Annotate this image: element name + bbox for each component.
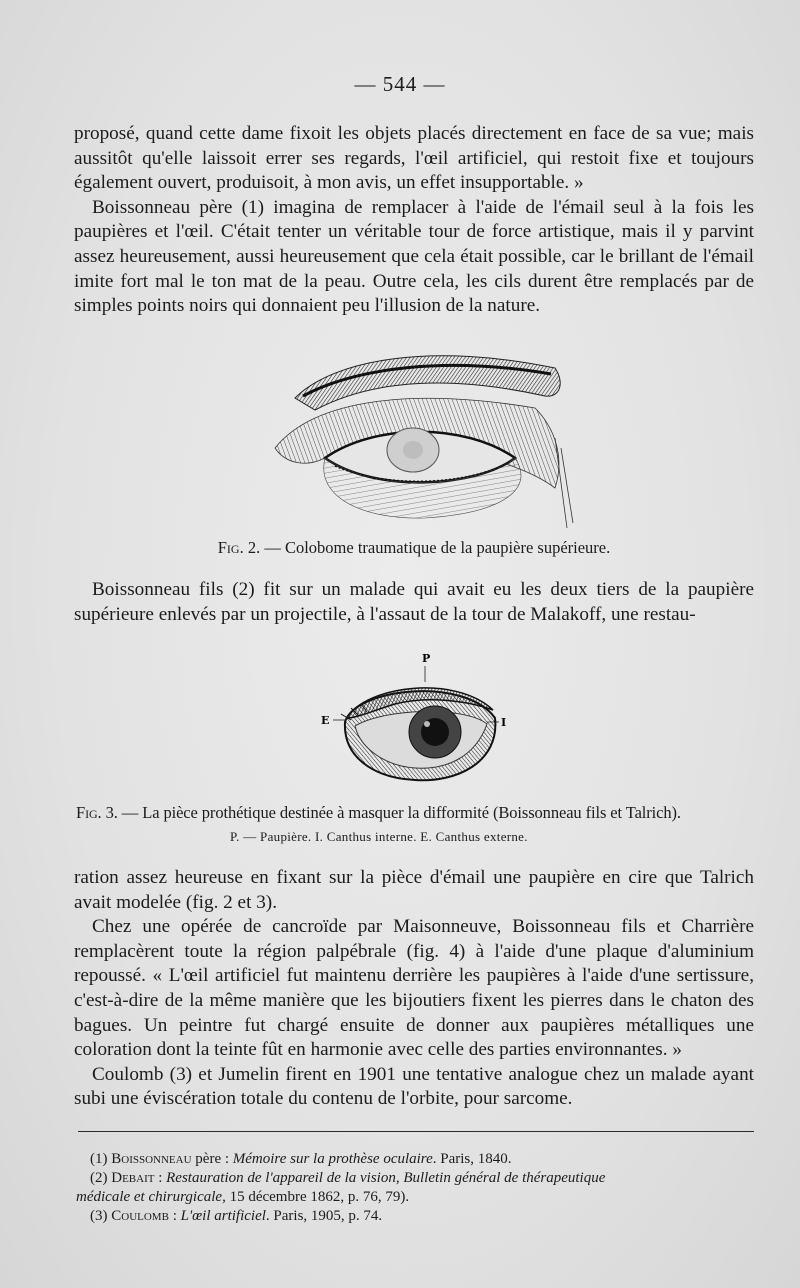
footnote-text: : xyxy=(168,1208,181,1224)
footnote-author: Boissonneau xyxy=(111,1151,192,1167)
figure-3-caption-text: — La pièce prothétique destinée à masquer la difformité (Boissonneau fils et Talrich). xyxy=(117,803,681,822)
footnote-title: médicale et chirurgicale xyxy=(76,1189,223,1205)
footnote-divider xyxy=(78,1131,754,1132)
footnote-title: L'œil artificiel xyxy=(180,1208,266,1224)
footnote-number: (1) xyxy=(90,1151,108,1167)
text-block-top xyxy=(74,122,754,319)
footnotes xyxy=(76,1150,754,1226)
paragraph: proposé, quand cette dame fixoit les objets placés directement en face de sa vue; mais aussitôt qu'elle laissoit errer ses regards, l'œil artificiel, qui restoit fixe et toujours également ouvert, produisoit, à mon avis, un effet insupportable. » xyxy=(74,123,754,194)
footnote xyxy=(90,1150,754,1169)
paragraph: Boissonneau père (1) imagina de remplacer à l'aide de l'émail seul à la fois les paupières et l'œil. C'était tenter un véritable tour de force artistique, mais il y parvint assez heureusement, aussi heureusement que cela était possible, car le brillant de l'émail imite fort mal le ton mat de la peau. Outre cela, les cils durent être remplacés par de simples points noirs qui donnaient peu l'illusion de la nature. xyxy=(74,196,754,317)
footnote-text: , 15 décembre 1862, p. 76, 79). xyxy=(222,1189,410,1205)
footnote-text: . Paris, 1905, p. 74. xyxy=(265,1208,383,1224)
figure-3-marker-e: E xyxy=(321,714,330,727)
paragraph: ration assez heureuse en fixant sur la pièce d'émail une paupière en cire que Talrich avait modelée (fig. 2 et 3). xyxy=(74,867,754,913)
footnote-number: (3) xyxy=(90,1208,108,1224)
figure-2-caption-text: — Colobome traumatique de la paupière supérieure. xyxy=(260,538,611,557)
figure-3-marker-i: I xyxy=(501,716,507,729)
figure-2-caption xyxy=(74,538,754,558)
figure-2-label: Fig. 2. xyxy=(217,538,261,557)
paragraph: Boissonneau fils (2) fit sur un malade qui avait eu les deux tiers de la paupière supérieure enlevés par un projectile, à l'assaut de la tour de Malakoff, une restau- xyxy=(74,579,754,625)
footnote-title: Restauration de l'appareil de la vision, Bulletin général de thérapeutique xyxy=(166,1170,606,1186)
footnote-author: Debait xyxy=(111,1170,155,1186)
page-number: — 544 — xyxy=(354,72,446,96)
figure-3-prosthesis-engraving xyxy=(315,648,515,788)
footnote xyxy=(90,1207,754,1226)
text-block-middle xyxy=(74,578,754,627)
figure-3-caption xyxy=(76,803,766,823)
footnote-continuation xyxy=(76,1188,754,1207)
paragraph: Chez une opérée de cancroïde par Maisonneuve, Boissonneau fils et Charrière remplacèrent toute la région palpébrale (fig. 4) à l'aide d'une plaque d'aluminium repoussé. « L'œil artificiel fut maintenu derrière les paupières à l'aide d'une sertissure, c'est-à-dire de la même manière que les bijoutiers fixent les pierres dans le chaton des bagues. Un peintre fut chargé ensuite de donner aux paupières métalliques une coloration dont la teinte fût en harmonie avec celle des parties environnantes. » xyxy=(74,916,754,1061)
footnote-text: père : xyxy=(191,1151,233,1167)
footnote-author: Coulomb xyxy=(111,1208,169,1224)
footnote-title: Mémoire sur la prothèse oculaire xyxy=(232,1151,433,1167)
footnote-number: (2) xyxy=(90,1170,108,1186)
text-block-bottom xyxy=(74,866,754,1112)
figure-3-label: Fig. 3. xyxy=(76,803,118,822)
paragraph: Coulomb (3) et Jumelin firent en 1901 une tentative analogue chez un malade ayant subi une éviscération totale du contenu de l'orbite, pour sarcome. xyxy=(74,1063,754,1110)
footnote xyxy=(90,1169,754,1188)
figure-3-marker-p: P xyxy=(422,652,431,665)
footnote-text: . Paris, 1840. xyxy=(432,1151,512,1167)
figure-2-eye-engraving xyxy=(255,338,575,533)
figure-3-legend: P. — Paupière. I. Canthus interne. E. Canthus externe. xyxy=(230,829,528,844)
footnote-text: : xyxy=(154,1170,167,1186)
